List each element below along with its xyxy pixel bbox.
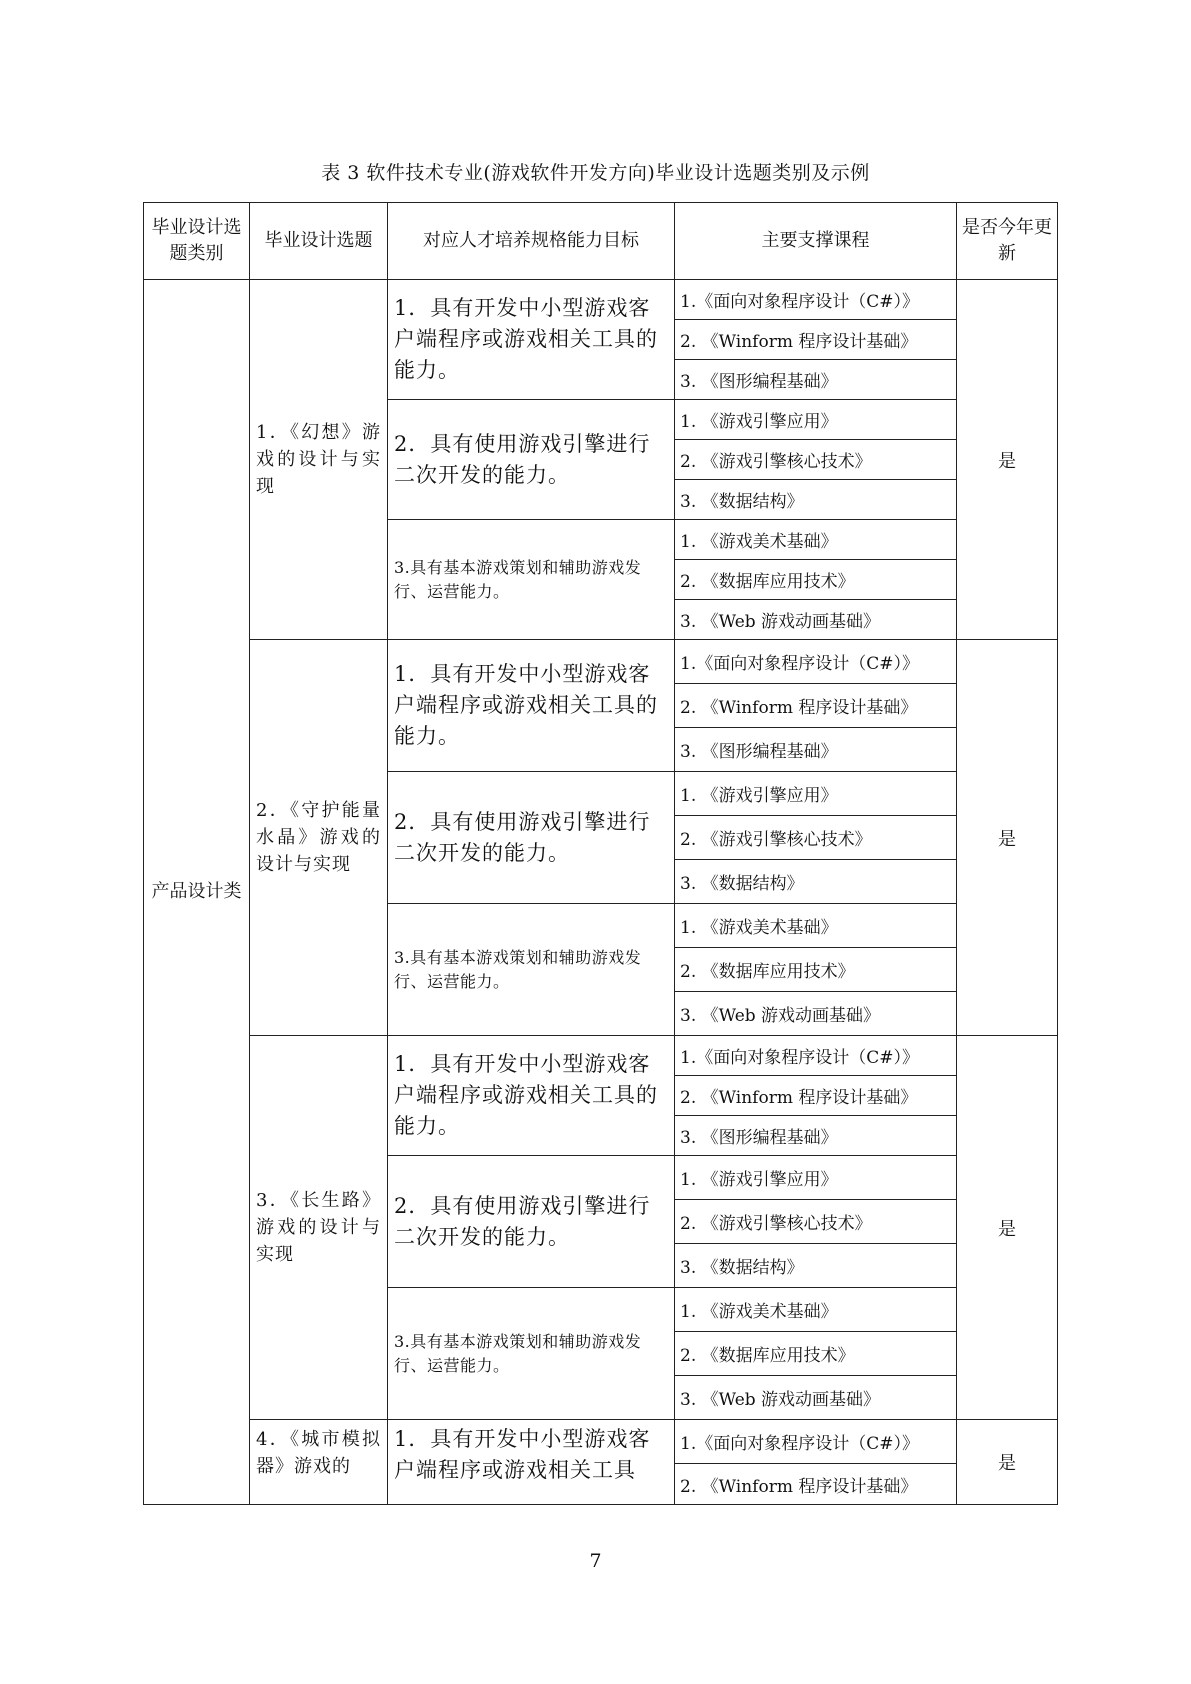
ability-cell: 3.具有基本游戏策划和辅助游戏发行、运营能力。 xyxy=(388,904,675,1036)
course-cell: 2. 《Winform 程序设计基础》 xyxy=(675,1076,957,1116)
course-cell: 1. 《游戏美术基础》 xyxy=(675,520,957,560)
course-cell: 1.《面向对象程序设计（C#）》 xyxy=(675,640,957,684)
ability-cell: 1．具有开发中小型游戏客户端程序或游戏相关工具的能力。 xyxy=(388,280,675,400)
topic-cell: 2．《守护能量水晶》游戏的设计与实现 xyxy=(250,640,388,1036)
course-cell: 1.《面向对象程序设计（C#）》 xyxy=(675,1420,957,1464)
course-cell: 2. 《数据库应用技术》 xyxy=(675,1332,957,1376)
course-cell: 3. 《图形编程基础》 xyxy=(675,360,957,400)
course-cell: 3. 《Web 游戏动画基础》 xyxy=(675,600,957,640)
header-courses: 主要支撑课程 xyxy=(675,203,957,280)
ability-cell: 3.具有基本游戏策划和辅助游戏发行、运营能力。 xyxy=(388,520,675,640)
course-cell: 3. 《数据结构》 xyxy=(675,860,957,904)
course-cell: 3. 《图形编程基础》 xyxy=(675,728,957,772)
table-row xyxy=(144,640,1058,684)
table-row xyxy=(144,280,1058,320)
course-cell: 1. 《游戏引擎应用》 xyxy=(675,400,957,440)
update-cell: 是 xyxy=(957,280,1058,640)
table-header-row xyxy=(144,203,1058,280)
ability-cell: 3.具有基本游戏策划和辅助游戏发行、运营能力。 xyxy=(388,1288,675,1420)
ability-cell: 2．具有使用游戏引擎进行二次开发的能力。 xyxy=(388,400,675,520)
header-topic: 毕业设计选题 xyxy=(250,203,388,280)
course-cell: 1. 《游戏引擎应用》 xyxy=(675,1156,957,1200)
course-cell: 2. 《数据库应用技术》 xyxy=(675,560,957,600)
course-cell: 2. 《游戏引擎核心技术》 xyxy=(675,1200,957,1244)
ability-cell: 1．具有开发中小型游戏客户端程序或游戏相关工具的能力。 xyxy=(388,1036,675,1156)
course-cell: 3. 《图形编程基础》 xyxy=(675,1116,957,1156)
topic-cell: 3．《长生路》游戏的设计与实现 xyxy=(250,1036,388,1420)
table-row xyxy=(144,1036,1058,1076)
header-category: 毕业设计选题类别 xyxy=(144,203,250,280)
course-cell: 2. 《Winform 程序设计基础》 xyxy=(675,320,957,360)
topic-cell: 4．《城市模拟器》游戏的 xyxy=(250,1420,388,1505)
course-cell: 2. 《Winform 程序设计基础》 xyxy=(675,1464,957,1505)
course-cell: 1.《面向对象程序设计（C#）》 xyxy=(675,280,957,320)
header-ability: 对应人才培养规格能力目标 xyxy=(388,203,675,280)
update-cell: 是 xyxy=(957,640,1058,1036)
course-cell: 1. 《游戏美术基础》 xyxy=(675,904,957,948)
course-cell: 1.《面向对象程序设计（C#）》 xyxy=(675,1036,957,1076)
ability-cell: 1．具有开发中小型游戏客户端程序或游戏相关工具的能力。 xyxy=(388,640,675,772)
table-row xyxy=(144,1420,1058,1464)
course-cell: 2. 《Winform 程序设计基础》 xyxy=(675,684,957,728)
ability-cell: 2．具有使用游戏引擎进行二次开发的能力。 xyxy=(388,1156,675,1288)
course-cell: 1. 《游戏美术基础》 xyxy=(675,1288,957,1332)
update-cell: 是 xyxy=(957,1420,1058,1505)
topic-table xyxy=(143,202,1058,1505)
course-cell: 3. 《Web 游戏动画基础》 xyxy=(675,992,957,1036)
page-number: 7 xyxy=(589,1550,602,1572)
category-cell: 产品设计类 xyxy=(144,280,250,1505)
course-cell: 1. 《游戏引擎应用》 xyxy=(675,772,957,816)
course-cell: 2. 《数据库应用技术》 xyxy=(675,948,957,992)
course-cell: 3. 《Web 游戏动画基础》 xyxy=(675,1376,957,1420)
course-cell: 3. 《数据结构》 xyxy=(675,1244,957,1288)
course-cell: 2. 《游戏引擎核心技术》 xyxy=(675,440,957,480)
update-cell: 是 xyxy=(957,1036,1058,1420)
topic-cell: 1．《幻想》游戏的设计与实现 xyxy=(250,280,388,640)
course-cell: 2. 《游戏引擎核心技术》 xyxy=(675,816,957,860)
course-cell: 3. 《数据结构》 xyxy=(675,480,957,520)
ability-cell: 1．具有开发中小型游戏客户端程序或游戏相关工具 xyxy=(388,1420,675,1505)
header-update: 是否今年更新 xyxy=(957,203,1058,280)
table-caption: 表 3 软件技术专业(游戏软件开发方向)毕业设计选题类别及示例 xyxy=(321,162,870,184)
ability-cell: 2．具有使用游戏引擎进行二次开发的能力。 xyxy=(388,772,675,904)
